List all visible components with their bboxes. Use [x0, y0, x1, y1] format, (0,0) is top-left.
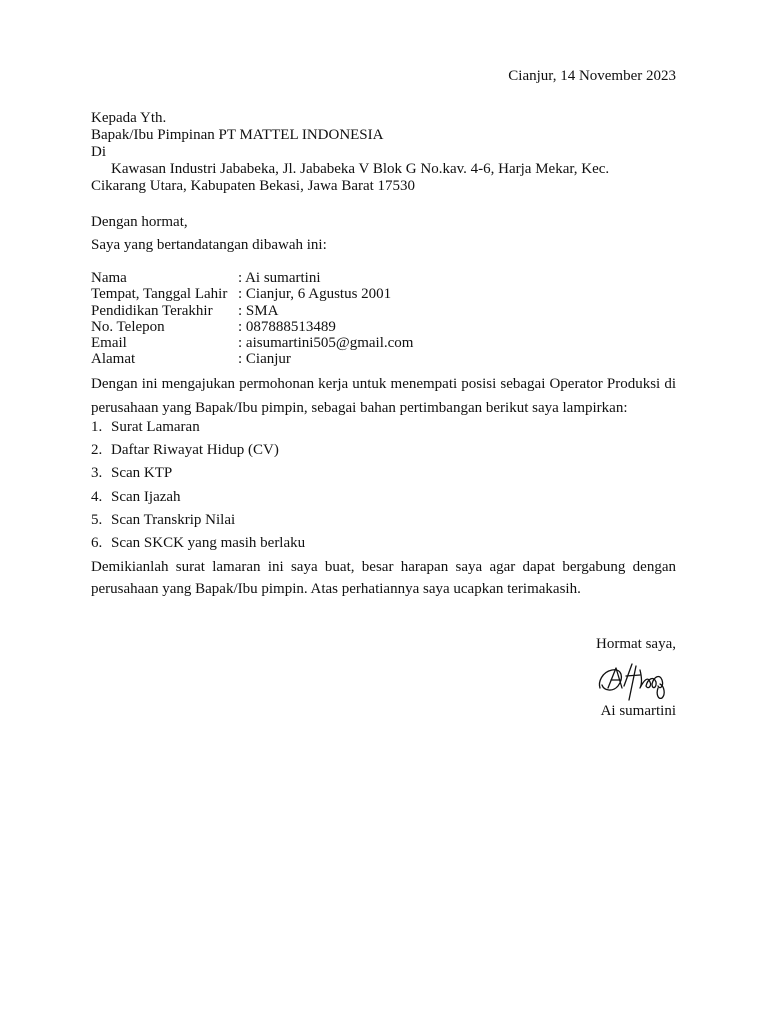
salutation: Dengan hormat, [91, 214, 188, 230]
list-number: 3. [91, 465, 103, 482]
info-row-address [91, 351, 413, 367]
list-number: 6. [91, 535, 103, 552]
intro-text: Saya yang bertandatangan dibawah ini: [91, 237, 327, 253]
info-label: Pendidikan Terakhir [91, 302, 213, 319]
info-value: : Cianjur, 6 Agustus 2001 [238, 286, 392, 303]
info-value: : Cianjur [238, 351, 291, 368]
info-value: : Ai sumartini [238, 270, 321, 286]
list-text: Surat Lamaran [111, 419, 200, 435]
info-row-birth [91, 286, 413, 302]
list-text: Scan Transkrip Nilai [111, 511, 236, 528]
list-number: 1. [91, 419, 103, 435]
recipient-address-line-2: Cikarang Utara, Kabupaten Bekasi, Jawa Barat 17530 [91, 178, 416, 194]
list-item [91, 439, 305, 462]
info-row-phone [91, 319, 413, 335]
applicant-info [91, 270, 413, 368]
attachment-list [91, 416, 305, 555]
list-text: Scan KTP [111, 465, 173, 482]
list-item [91, 416, 305, 439]
recipient-address-line-1: Kawasan Industri Jababeka, Jl. Jababeka V Blok G No.kav. 4-6, Harja Mekar, Kec. [111, 161, 610, 177]
list-number: 5. [91, 511, 103, 528]
info-value: : aisumartini505@gmail.com [238, 335, 414, 352]
info-label: Tempat, Tanggal Lahir [91, 286, 228, 303]
recipient-line-1: Kepada Yth. [91, 110, 167, 126]
list-item [91, 532, 305, 555]
info-row-education [91, 303, 413, 319]
info-label: No. Telepon [91, 318, 165, 335]
info-row-name [91, 270, 413, 286]
recipient-line-2: Bapak/Ibu Pimpinan PT MATTEL INDONESIA [91, 127, 384, 143]
info-value: : 087888513489 [238, 318, 336, 335]
body-paragraph: Dengan ini mengajukan permohonan kerja untuk menempati posisi sebagai Operator Produksi di perusahaan yang Bapak/Ibu pimpin, sebagai bahan pertimbangan berikut saya lampirkan: [91, 376, 676, 416]
signature-image [596, 658, 672, 704]
list-text: Scan SKCK yang masih berlaku [111, 535, 306, 552]
list-number: 4. [91, 488, 103, 505]
list-item [91, 462, 305, 485]
info-label: Alamat [91, 351, 136, 368]
info-value: : SMA [238, 302, 279, 319]
closing-paragraph: Demikianlah surat lamaran ini saya buat, besar harapan saya agar dapat bergabung dengan perusahaan yang Bapak/Ibu pimpin. Atas perhatiannya saya ucapkan terimakasih. [91, 559, 676, 597]
list-item [91, 486, 305, 509]
list-text: Scan Ijazah [111, 488, 181, 505]
list-text: Daftar Riwayat Hidup (CV) [111, 442, 279, 459]
closing-text: Hormat saya, [596, 636, 676, 652]
recipient-block [91, 110, 676, 195]
recipient-line-3: Di [91, 144, 106, 160]
signer-name: Ai sumartini [600, 703, 676, 719]
list-item [91, 509, 305, 532]
list-number: 2. [91, 442, 103, 459]
info-label: Nama [91, 270, 127, 286]
info-label: Email [91, 335, 127, 352]
letter-date: Cianjur, 14 November 2023 [508, 68, 676, 84]
info-row-email [91, 335, 413, 351]
